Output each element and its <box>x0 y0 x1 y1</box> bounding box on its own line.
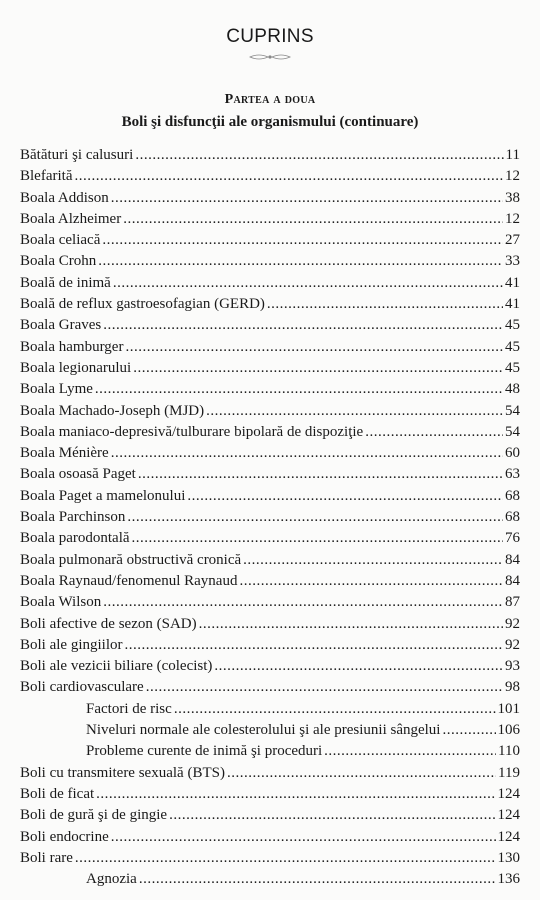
toc-leader-dots <box>75 848 496 869</box>
ornament-divider-icon <box>248 52 292 62</box>
page-title: CUPRINS <box>226 26 314 47</box>
toc-entry-label: Boala Parchinson <box>20 509 126 526</box>
toc-entry <box>20 656 520 677</box>
toc-entry-page: 136 <box>497 871 520 888</box>
toc-leader-dots <box>111 443 503 464</box>
toc-entry <box>20 294 520 315</box>
toc-entry <box>20 550 520 571</box>
toc-entry-page: 124 <box>497 807 520 824</box>
toc-leader-dots <box>113 273 503 294</box>
toc-leader-dots <box>214 656 503 677</box>
toc-entry-label: Niveluri normale ale colesterolului şi ale presiunii sângelui <box>86 722 441 739</box>
toc-entry-label: Boala maniaco-depresivă/tulburare bipolară de dispoziţie <box>20 423 364 440</box>
toc-entry-page: 92 <box>505 615 520 632</box>
toc-entry-page: 12 <box>505 210 520 227</box>
toc-entry-page: 92 <box>505 636 520 653</box>
toc-entry <box>20 273 520 294</box>
toc-entry-label: Boala Addison <box>20 189 109 206</box>
toc-leader-dots <box>243 550 503 571</box>
toc-entry-label: Boli ale gingiilor <box>20 636 123 653</box>
toc-entry-label: Blefarită <box>20 168 73 185</box>
toc-leader-dots <box>324 741 496 762</box>
toc-entry-page: 27 <box>505 232 520 249</box>
toc-entry-label: Boala Graves <box>20 317 102 334</box>
toc-leader-dots <box>174 699 496 720</box>
toc-leader-dots <box>102 230 503 251</box>
toc-entry <box>20 571 520 592</box>
toc-entry <box>20 528 520 549</box>
toc-entry <box>20 614 520 635</box>
toc-entry-page: 45 <box>505 359 520 376</box>
toc-leader-dots <box>125 635 504 656</box>
toc-entry-page: 38 <box>505 189 520 206</box>
toc-leader-dots <box>199 614 503 635</box>
toc-entry-page: 68 <box>505 487 520 504</box>
toc-entry <box>20 379 520 400</box>
toc-entry <box>20 592 520 613</box>
toc-entry-page: 11 <box>505 147 520 163</box>
toc-leader-dots <box>187 486 503 507</box>
toc-entry-page: 124 <box>497 828 520 845</box>
toc-entry-label: Boala Paget a mamelonului <box>20 487 186 504</box>
toc-entry-page: 119 <box>498 764 520 781</box>
toc-entry-page: 110 <box>498 743 520 760</box>
toc-entry-label: Boli de ficat <box>20 785 95 802</box>
toc-entry-page: 101 <box>497 700 520 717</box>
toc-entry-page: 41 <box>505 274 520 291</box>
toc-entry-page: 98 <box>505 679 520 696</box>
toc-leader-dots <box>95 379 503 400</box>
toc-entry <box>20 464 520 485</box>
toc-entry-page: 48 <box>505 381 520 398</box>
toc-entry <box>20 251 520 272</box>
toc-entry-page: 87 <box>505 594 520 611</box>
toc-leader-dots <box>139 869 496 890</box>
toc-leader-dots <box>74 166 503 187</box>
toc-leader-dots <box>123 209 503 230</box>
toc-entry-label: Boli endocrine <box>20 828 109 845</box>
toc-leader-dots <box>267 294 503 315</box>
toc-entry <box>20 848 520 869</box>
toc-entry-label: Boala pulmonară obstructivă cronică <box>20 551 242 568</box>
toc-entry-page: 45 <box>505 317 520 334</box>
toc-entry-page: 60 <box>505 445 520 462</box>
toc-entry-page: 54 <box>505 423 520 440</box>
toc-entry-label: Boală de reflux gastroesofagian (GERD) <box>20 296 265 313</box>
toc-entry <box>20 507 520 528</box>
toc-entry-page: 63 <box>505 466 520 483</box>
table-of-contents <box>20 145 520 890</box>
toc-entry-label: Boli cu transmitere sexuală (BTS) <box>20 764 225 781</box>
toc-entry-page: 41 <box>505 296 520 313</box>
toc-entry-label: Boli rare <box>20 849 73 866</box>
part-heading: Partea a doua <box>224 92 316 107</box>
toc-entry <box>20 677 520 698</box>
toc-entry <box>20 869 520 890</box>
toc-entry-page: 33 <box>505 253 520 270</box>
toc-entry-label: Boli ale vezicii biliare (colecist) <box>20 658 213 675</box>
toc-leader-dots <box>206 401 503 422</box>
toc-entry <box>20 699 520 720</box>
toc-leader-dots <box>135 145 503 166</box>
toc-entry-label: Boala parodontală <box>20 530 130 547</box>
toc-leader-dots <box>239 571 503 592</box>
toc-entry-page: 84 <box>505 572 520 589</box>
toc-leader-dots <box>125 337 503 358</box>
toc-entry-label: Boala Machado-Joseph (MJD) <box>20 402 205 419</box>
toc-leader-dots <box>111 827 496 848</box>
toc-leader-dots <box>132 528 503 549</box>
section-subtitle: Boli şi disfuncţii ale organismului (continuare) <box>121 114 419 130</box>
toc-entry-page: 130 <box>497 849 520 866</box>
toc-entry-page: 84 <box>505 551 520 568</box>
toc-entry <box>20 337 520 358</box>
toc-entry <box>20 401 520 422</box>
toc-entry <box>20 209 520 230</box>
toc-entry-label: Boala Crohn <box>20 253 97 270</box>
toc-entry <box>20 784 520 805</box>
toc-entry-page: 106 <box>497 722 520 739</box>
toc-entry-label: Boală de inimă <box>20 274 111 291</box>
toc-entry <box>20 827 520 848</box>
toc-entry <box>20 358 520 379</box>
toc-entry-page: 124 <box>497 785 520 802</box>
toc-entry <box>20 486 520 507</box>
toc-entry-label: Boala osoasă Paget <box>20 466 136 483</box>
toc-leader-dots <box>442 720 495 741</box>
toc-leader-dots <box>111 188 503 209</box>
toc-entry-page: 45 <box>505 338 520 355</box>
toc-leader-dots <box>169 805 495 826</box>
toc-entry-label: Boala legionarului <box>20 359 132 376</box>
toc-leader-dots <box>365 422 503 443</box>
toc-entry <box>20 422 520 443</box>
toc-entry <box>20 763 520 784</box>
toc-entry <box>20 315 520 336</box>
toc-entry-page: 68 <box>505 509 520 526</box>
toc-entry <box>20 720 520 741</box>
toc-entry-label: Agnozia <box>86 871 137 888</box>
toc-entry-label: Factori de risc <box>86 700 172 717</box>
toc-entry <box>20 635 520 656</box>
toc-entry-label: Boli afective de sezon (SAD) <box>20 615 197 632</box>
toc-entry <box>20 443 520 464</box>
toc-leader-dots <box>96 784 495 805</box>
toc-leader-dots <box>227 763 496 784</box>
toc-leader-dots <box>127 507 503 528</box>
toc-entry-label: Boli cardiovasculare <box>20 679 144 696</box>
toc-entry-page: 54 <box>505 402 520 419</box>
toc-entry-label: Bătături şi calusuri <box>20 147 134 163</box>
toc-entry-label: Boala Wilson <box>20 594 102 611</box>
toc-entry <box>20 166 520 187</box>
toc-entry-page: 12 <box>505 168 520 185</box>
toc-leader-dots <box>138 464 503 485</box>
toc-entry-page: 93 <box>505 658 520 675</box>
toc-entry-label: Boala celiacă <box>20 232 101 249</box>
toc-entry <box>20 741 520 762</box>
toc-entry-label: Boala Alzheimer <box>20 210 122 227</box>
toc-entry <box>20 230 520 251</box>
toc-entry-label: Boala hamburger <box>20 338 124 355</box>
toc-entry-label: Boala Ménière <box>20 445 109 462</box>
toc-leader-dots <box>133 358 503 379</box>
toc-entry <box>20 145 520 166</box>
toc-entry <box>20 805 520 826</box>
toc-entry <box>20 188 520 209</box>
toc-leader-dots <box>98 251 503 272</box>
toc-entry-label: Boala Raynaud/fenomenul Raynaud <box>20 572 238 589</box>
toc-entry-label: Boala Lyme <box>20 381 93 398</box>
toc-entry-label: Boli de gură şi de gingie <box>20 807 168 824</box>
toc-leader-dots <box>146 677 503 698</box>
toc-entry-page: 76 <box>505 530 520 547</box>
toc-leader-dots <box>103 592 503 613</box>
toc-leader-dots <box>103 315 503 336</box>
toc-entry-label: Probleme curente de inimă şi proceduri <box>86 743 323 760</box>
